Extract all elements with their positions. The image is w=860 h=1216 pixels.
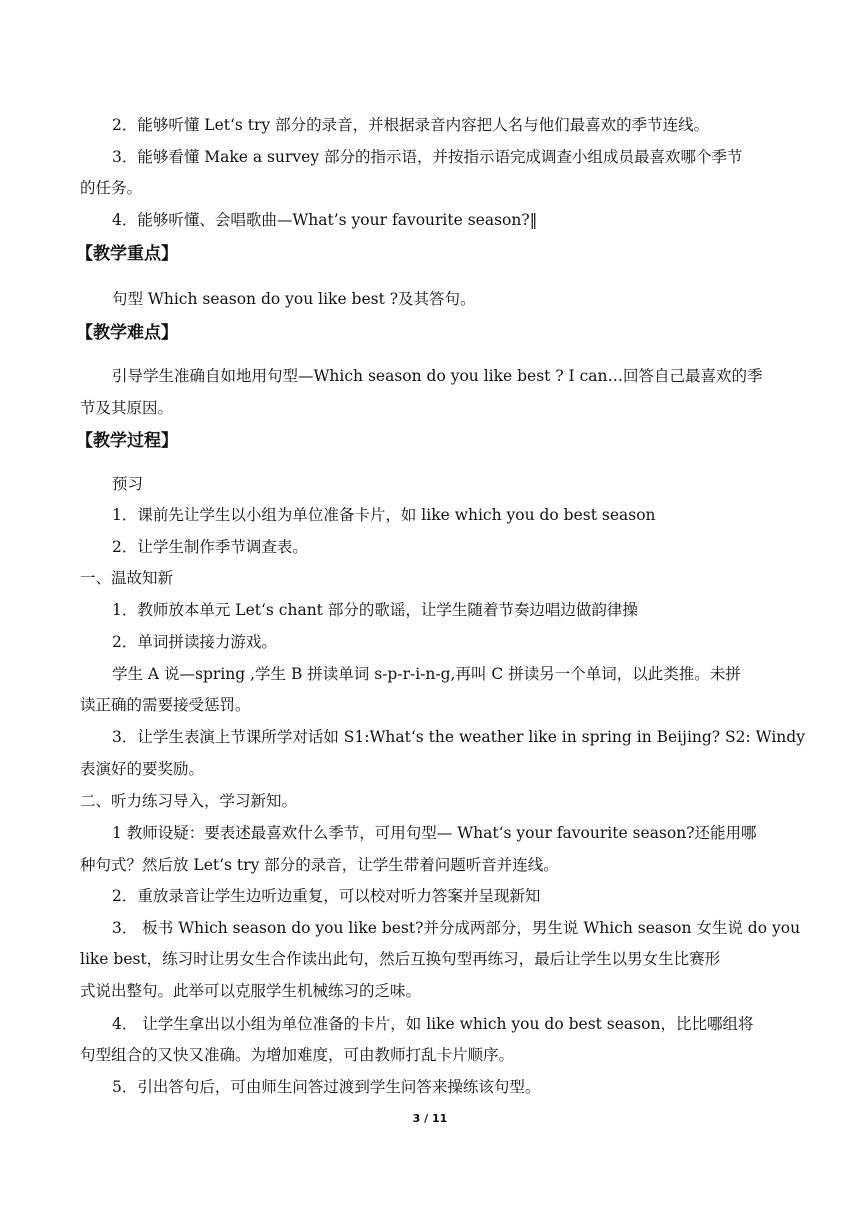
objective-2: 2．能够听懂 Let‘s try 部分的录音，并根据录音内容把人名与他们最喜欢的季节连线。: [112, 116, 710, 134]
difficulties-line-1: 引导学生准确自如地用句型—Which season do you like best ? I can…回答自己最喜欢的季: [112, 367, 763, 385]
heading-difficulties: 【教学难点】: [76, 323, 178, 343]
section-2-step-4-line-1: 4． 让学生拿出以小组为单位准备的卡片，如 like which you do best season，比比哪组将: [112, 1015, 754, 1033]
difficulties-line-2: 节及其原因。: [80, 399, 174, 417]
objective-4: 4．能够听懂、会唱歌曲—What’s your favourite season?‖: [112, 211, 538, 229]
preview-step-2: 2．让学生制作季节调查表。: [112, 538, 308, 556]
section-2-step-3-line-1: 3． 板书 Which season do you like best?并分成两部分，男生说 Which season 女生说 do you: [112, 919, 801, 937]
page-number: 3 / 11: [412, 1112, 448, 1125]
section-2-step-3-line-3: 式说出整句。此举可以克服学生机械练习的乏味。: [80, 982, 422, 1000]
section-2-step-4-line-2: 句型组合的又快又准确。为增加难度，可由教师打乱卡片顺序。: [80, 1046, 515, 1064]
preview-step-1: 1．课前先让学生以小组为单位准备卡片，如 like which you do best season: [112, 506, 656, 524]
objective-3-line-2: 的任务。: [80, 179, 143, 197]
objective-3-line-1: 3．能够看懂 Make a survey 部分的指示语，并按指示语完成调查小组成员最喜欢哪个季节: [112, 148, 743, 166]
section-1-step-1: 1．教师放本单元 Let‘s chant 部分的歌谣，让学生随着节奏边唱边做韵律操: [112, 601, 638, 619]
section-1-title: 一、温故知新: [80, 569, 174, 587]
key-points-text: 句型 Which season do you like best ?及其答句。: [112, 290, 476, 308]
game-description-line-2: 读正确的需要接受惩罚。: [80, 696, 251, 714]
section-2-step-2: 2．重放录音让学生边听边重复，可以校对听力答案并呈现新知: [112, 887, 541, 905]
section-1-step-2: 2．单词拼读接力游戏。: [112, 633, 277, 651]
section-2-step-5: 5．引出答句后，可由师生问答过渡到学生问答来操练该句型。: [112, 1078, 541, 1096]
preview-label: 预习: [112, 475, 144, 493]
section-2-step-1-line-1: 1 教师设疑：要表述最喜欢什么季节，可用句型— What‘s your favourite season?还能用哪: [112, 824, 757, 842]
section-2-step-1-line-2: 种句式？然后放 Let‘s try 部分的录音，让学生带着问题听音并连线。: [80, 856, 559, 874]
section-1-step-3-line-2: 表演好的要奖励。: [80, 760, 205, 778]
section-2-title: 二、听力练习导入，学习新知。: [80, 792, 298, 810]
heading-process: 【教学过程】: [76, 431, 178, 451]
section-1-step-3-line-1: 3．让学生表演上节课所学对话如 S1:What‘s the weather like in spring in Beijing? S2: Windy: [112, 728, 805, 746]
section-2-step-3-line-2: like best，练习时让男女生合作读出此句，然后互换句型再练习，最后让学生以男女生比赛形: [80, 950, 721, 968]
game-description-line-1: 学生 A 说—spring ,学生 B 拼读单词 s-p-r-i-n-g,再叫 C 拼读另一个单词，以此类推。未拼: [112, 665, 741, 683]
heading-key-points: 【教学重点】: [76, 244, 178, 264]
